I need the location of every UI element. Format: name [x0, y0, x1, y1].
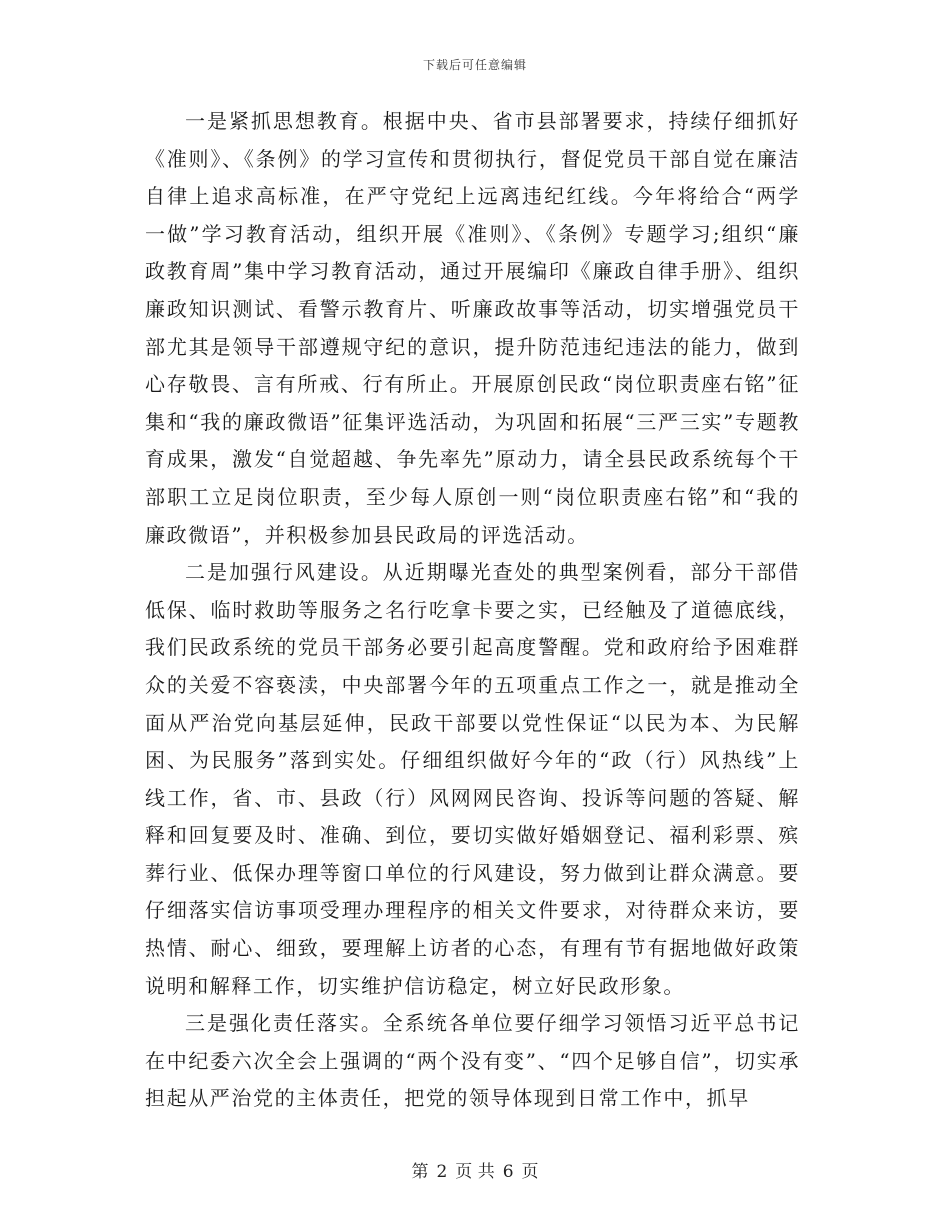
- page-number-footer: [0, 1157, 950, 1182]
- footer-suffix: 页: [521, 1162, 539, 1182]
- paragraph-conduct-building: 二是加强行风建设。从近期曝光查处的典型案例看，部分干部借低保、临时救助等服务之名行吃拿卡要之实，已经触及了道德底线，我们民政系统的党员干部务必要引起高度警醒。党和政府给予困难群众的关爱不容亵渎，中央部署今年的五项重点工作之一，就是推动全面从严治党向基层延伸，民政干部要以党性保证“以民为本、为民解困、为民服务”落到实处。仔细组织做好今年的“政（行）风热线”上线工作，省、市、县政（行）风网网民咨询、投诉等问题的答疑、解释和回复要及时、准确、到位，要切实做好婚姻登记、福利彩票、殡葬行业、低保办理等窗口单位的行风建设，努力做到让群众满意。要仔细落实信访事项受理办理程序的相关文件要求，对待群众来访，要热情、耐心、细致，要理解上访者的心态，有理有节有据地做好政策说明和解释工作，切实维护信访稳定，树立好民政形象。: [145, 560, 800, 998]
- paragraph-ideological-education: 一是紧抓思想教育。根据中央、省市县部署要求，持续仔细抓好《准则》、《条例》的学习宣传和贯彻执行，督促党员干部自觉在廉洁自律上追求高标准，在严守党纪上远离违纪红线。今年将给合“两学一做”学习教育活动，组织开展《准则》、《条例》专题学习;组织“廉政教育周”集中学习教育活动，通过开展编印《廉政自律手册》、组织廉政知识测试、看警示教育片、听廉政故事等活动，切实增强党员干部尤其是领导干部遵规守纪的意识，提升防范违纪违法的能力，做到心存敬畏、言有所戒、行有所止。开展原创民政“岗位职责座右铭”征集和“我的廉政微语”征集评选活动，为巩固和拓展“三严三实”专题教育成果，激发“自觉超越、争先率先”原动力，请全县民政系统每个干部职工立足岗位职责，至少每人原创一则“岗位职责座右铭”和“我的廉政微语”，并积极参加县民政局的评选活动。: [145, 109, 800, 547]
- page-header-note: 下载后可任意编辑: [422, 58, 527, 72]
- footer-current-page: 2: [436, 1162, 448, 1182]
- paragraph-responsibility: 三是强化责任落实。全系统各单位要仔细学习领悟习近平总书记在中纪委六次全会上强调的“两个没有变”、“四个足够自信”，切实承担起从严治党的主体责任，把党的领导体现到日常工作中，抓早: [145, 1011, 800, 1111]
- document-body: [145, 103, 800, 1118]
- footer-prefix: 第: [411, 1162, 429, 1182]
- footer-total-pages: 6: [502, 1162, 514, 1182]
- footer-middle: 页 共: [455, 1162, 495, 1182]
